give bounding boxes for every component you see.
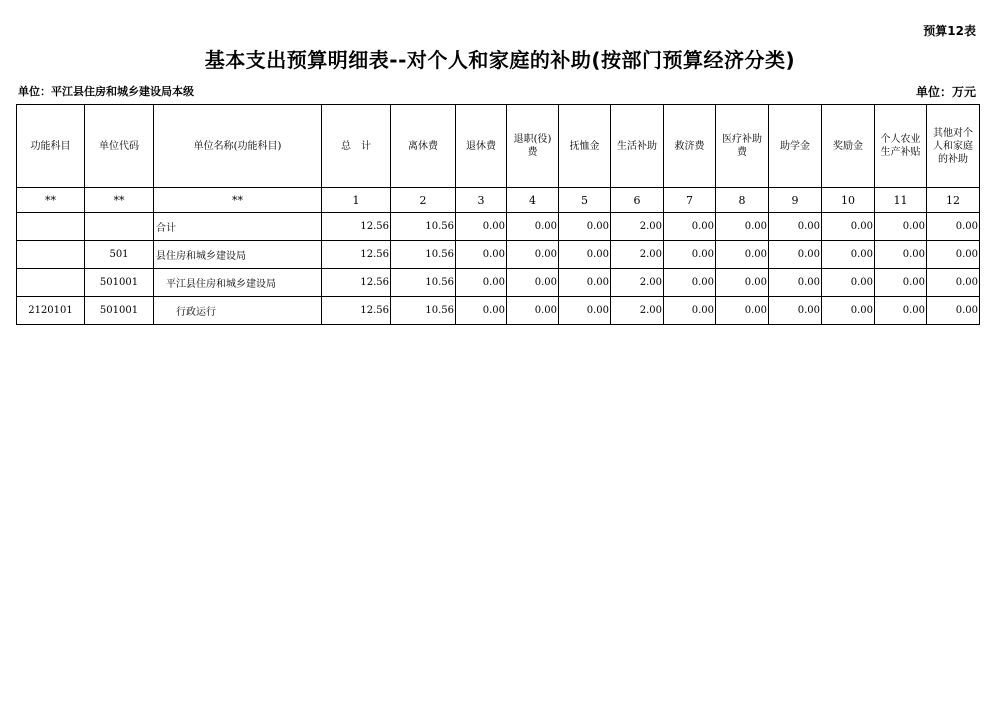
- function-code: [17, 241, 85, 269]
- col-header: 奖励金: [822, 105, 875, 188]
- unit-code: [85, 213, 154, 241]
- value-cell: 0.00: [664, 241, 716, 269]
- value-cell: 0.00: [456, 241, 507, 269]
- value-cell: 10.56: [391, 297, 456, 325]
- unit-name-cell: 行政运行: [154, 297, 322, 325]
- value-cell: 0.00: [456, 297, 507, 325]
- value-cell: 10.56: [391, 213, 456, 241]
- value-cell: 0.00: [769, 269, 822, 297]
- index-cell: 4: [507, 188, 559, 213]
- value-cell: 12.56: [322, 213, 391, 241]
- col-header: 个人农业生产补贴: [875, 105, 927, 188]
- function-code: [17, 213, 85, 241]
- index-cell: 9: [769, 188, 822, 213]
- index-cell: 2: [391, 188, 456, 213]
- value-cell: 0.00: [507, 269, 559, 297]
- col-header: 单位名称(功能科目): [154, 105, 322, 188]
- value-cell: 0.00: [769, 297, 822, 325]
- unit-name-cell: 合计: [154, 213, 322, 241]
- table-row: [17, 269, 980, 297]
- col-header: 退职(役)费: [507, 105, 559, 188]
- index-cell: 10: [822, 188, 875, 213]
- col-header: 退休费: [456, 105, 507, 188]
- value-cell: 0.00: [716, 213, 769, 241]
- value-cell: 0.00: [822, 269, 875, 297]
- value-cell: 0.00: [559, 213, 611, 241]
- index-cell: 11: [875, 188, 927, 213]
- value-cell: 0.00: [507, 241, 559, 269]
- value-cell: 0.00: [456, 213, 507, 241]
- table-row-total: [17, 213, 980, 241]
- value-cell: 0.00: [822, 297, 875, 325]
- value-cell: 2.00: [611, 213, 664, 241]
- value-cell: 0.00: [456, 269, 507, 297]
- value-cell: 0.00: [927, 269, 980, 297]
- value-cell: 0.00: [927, 213, 980, 241]
- col-header: 功能科目: [17, 105, 85, 188]
- index-row: [17, 188, 980, 213]
- value-cell: 0.00: [507, 213, 559, 241]
- unit-code: 501: [85, 241, 154, 269]
- col-header: 总 计: [322, 105, 391, 188]
- value-cell: 0.00: [875, 297, 927, 325]
- function-code: 2120101: [17, 297, 85, 325]
- value-cell: 2.00: [611, 269, 664, 297]
- value-cell: 2.00: [611, 241, 664, 269]
- unit-name: 单位：平江县住房和城乡建设局本级: [18, 85, 194, 98]
- value-cell: 0.00: [559, 297, 611, 325]
- index-cell: 7: [664, 188, 716, 213]
- index-cell: 6: [611, 188, 664, 213]
- col-header: 救济费: [664, 105, 716, 188]
- index-cell: 12: [927, 188, 980, 213]
- value-cell: 0.00: [559, 269, 611, 297]
- value-cell: 10.56: [391, 269, 456, 297]
- col-header: 单位代码: [85, 105, 154, 188]
- index-cell: 5: [559, 188, 611, 213]
- value-cell: 0.00: [716, 241, 769, 269]
- index-cell: 8: [716, 188, 769, 213]
- value-cell: 0.00: [769, 213, 822, 241]
- unit-name-cell: 县住房和城乡建设局: [154, 241, 322, 269]
- index-cell: **: [154, 188, 322, 213]
- value-cell: 12.56: [322, 297, 391, 325]
- col-header: 生活补助: [611, 105, 664, 188]
- unit-code: 501001: [85, 297, 154, 325]
- value-cell: 12.56: [322, 241, 391, 269]
- value-cell: 0.00: [927, 241, 980, 269]
- value-cell: 0.00: [559, 241, 611, 269]
- col-header: 抚恤金: [559, 105, 611, 188]
- value-cell: 0.00: [927, 297, 980, 325]
- value-cell: 0.00: [664, 297, 716, 325]
- value-cell: 0.00: [875, 269, 927, 297]
- value-cell: 0.00: [664, 213, 716, 241]
- col-header: 其他对个人和家庭的补助: [927, 105, 980, 188]
- budget-table: [16, 104, 980, 325]
- value-cell: 0.00: [507, 297, 559, 325]
- col-header: 医疗补助费: [716, 105, 769, 188]
- index-cell: 1: [322, 188, 391, 213]
- value-cell: 12.56: [322, 269, 391, 297]
- unit-code: 501001: [85, 269, 154, 297]
- col-header: 离休费: [391, 105, 456, 188]
- currency-unit: 单位：万元: [915, 85, 976, 99]
- col-header: 助学金: [769, 105, 822, 188]
- function-code: [17, 269, 85, 297]
- header-row: [17, 105, 980, 188]
- value-cell: 0.00: [769, 241, 822, 269]
- value-cell: 0.00: [716, 269, 769, 297]
- unit-name-cell: 平江县住房和城乡建设局: [154, 269, 322, 297]
- value-cell: 10.56: [391, 241, 456, 269]
- value-cell: 0.00: [875, 213, 927, 241]
- value-cell: 0.00: [822, 241, 875, 269]
- index-cell: **: [17, 188, 85, 213]
- table-row: [17, 241, 980, 269]
- value-cell: 0.00: [822, 213, 875, 241]
- index-cell: 3: [456, 188, 507, 213]
- index-cell: **: [85, 188, 154, 213]
- value-cell: 0.00: [716, 297, 769, 325]
- page-title: 基本支出预算明细表--对个人和家庭的补助(按部门预算经济分类): [204, 48, 796, 72]
- table-row: [17, 297, 980, 325]
- table-number: 预算12表: [923, 24, 976, 38]
- value-cell: 0.00: [664, 269, 716, 297]
- value-cell: 0.00: [875, 241, 927, 269]
- value-cell: 2.00: [611, 297, 664, 325]
